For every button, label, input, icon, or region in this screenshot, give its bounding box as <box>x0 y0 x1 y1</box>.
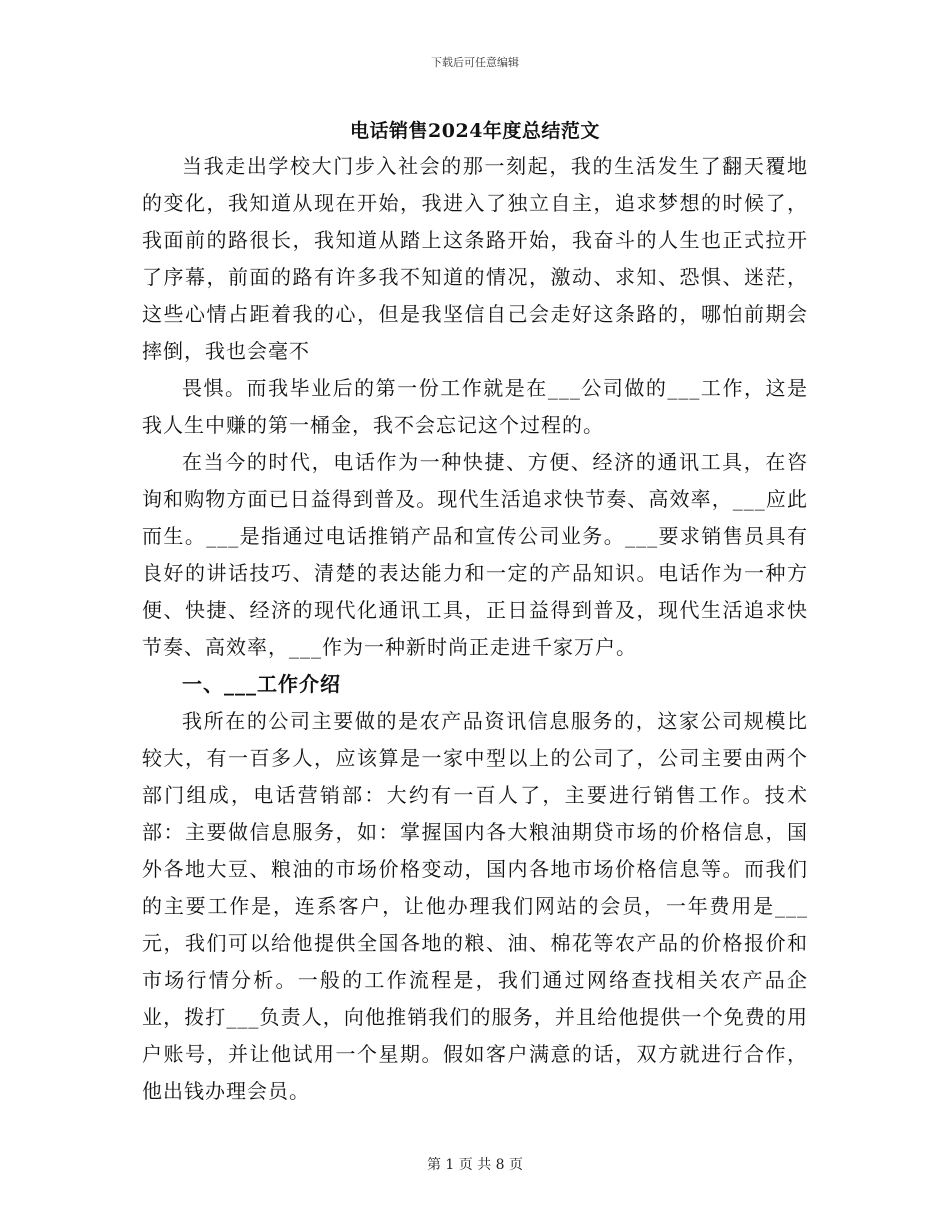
paragraph: 当我走出学校大门步入社会的那一刻起，我的生活发生了翻天覆地的变化，我知道从现在开始，我进入了独立自主，追求梦想的时候了，我面前的路很长，我知道从踏上这条路开始，我奋斗的人生也正式拉开了序幕，前面的路有许多我不知道的情况，激动、求知、恐惧、迷茫，这些心情占距着我的心，但是我坚信自己会走好这条路的，哪怕前期会摔倒，我也会毫不 <box>142 154 808 363</box>
paragraph: 在当今的时代，电话作为一种快捷、方便、经济的通讯工具，在咨询和购物方面已日益得到普及。现代生活追求快节奏、高效率，___应此而生。___是指通过电话推销产品和宣传公司业务。___要求销售员具有良好的讲话技巧、清楚的表达能力和一定的产品知识。电话作为一种方便、快捷、经济的现代化通讯工具，正日益得到普及，现代生活追求快节奏、高效率，___作为一种新时尚正走进千家万户。 <box>142 450 808 659</box>
paragraph: 我所在的公司主要做的是农产品资讯信息服务的，这家公司规模比较大，有一百多人，应该算是一家中型以上的公司了，公司主要由两个部门组成，电话营销部：大约有一百人了，主要进行销售工作。技术部：主要做信息服务，如：掌握国内各大粮油期贷市场的价格信息，国外各地大豆、粮油的市场价格变动，国内各地市场价格信息等。而我们的主要工作是，连系客户，让他办理我们网站的会员，一年费用是___元，我们可以给他提供全国各地的粮、油、棉花等农产品的价格报价和市场行情分析。一般的工作流程是，我们通过网络查找相关农产品企业，拨打___负责人，向他推销我们的服务，并且给他提供一个免费的用户账号，并让他试用一个星期。假如客户满意的话，双方就进行合作，他出钱办理会员。 <box>142 709 808 1103</box>
document-title: 电话销售2024年度总结范文 <box>350 120 600 142</box>
page-header-note: 下载后可任意编辑 <box>431 56 519 69</box>
page-number: 第 1 页 共 8 页 <box>426 1157 524 1173</box>
section-heading: 一、___工作介绍 <box>182 672 341 696</box>
paragraph: 畏惧。而我毕业后的第一份工作就是在___公司做的___工作，这是我人生中赚的第一桶金，我不会忘记这个过程的。 <box>142 376 808 437</box>
document-body <box>142 148 808 1110</box>
